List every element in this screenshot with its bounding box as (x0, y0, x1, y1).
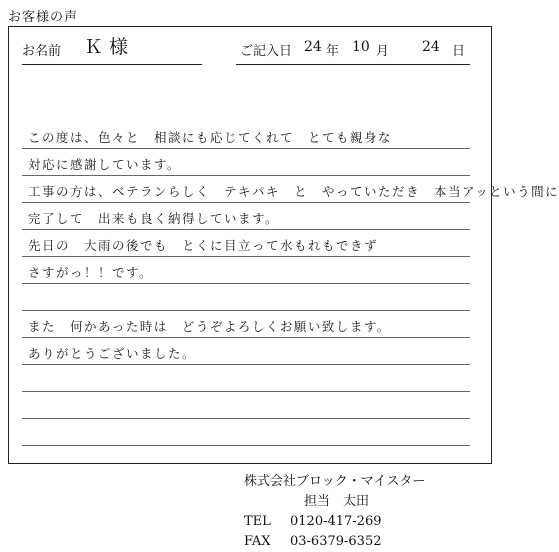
company-name: 株式会社ブロック・マイスター (244, 474, 426, 489)
ruled-line (22, 283, 470, 284)
comment-line: 対応に感謝しています。 (28, 157, 182, 172)
date-field (236, 36, 470, 65)
tel-label: TEL (244, 514, 271, 529)
ruled-line (22, 337, 470, 338)
fax-number: 03-6379-6352 (290, 534, 382, 549)
ruled-line (22, 202, 470, 203)
ruled-line (22, 391, 470, 392)
comment-line: この度は、色々と 相談にも応じてくれて とても親身な (28, 130, 393, 145)
ruled-line (22, 148, 470, 149)
date-day: 24 (422, 39, 440, 55)
tel-number: 0120-417-269 (290, 514, 382, 529)
name-field (22, 36, 202, 65)
date-label: ご記入日 (240, 44, 293, 59)
ruled-line (22, 364, 470, 365)
comment-line: また 何かあった時は どうぞよろしくお願い致します。 (28, 319, 391, 334)
month-unit: 月 (376, 44, 390, 59)
date-month: 10 (352, 39, 370, 55)
ruled-line (22, 229, 470, 230)
comment-line: さすがっ！！です。 (28, 265, 154, 280)
fax-row (244, 532, 425, 552)
comment-line: 完了して 出来も良く納得しています。 (28, 211, 280, 226)
contact-person: 担当 太田 (304, 494, 370, 509)
ruled-line (22, 256, 470, 257)
name-label: お名前 (22, 44, 62, 59)
ruled-line (22, 175, 470, 176)
ruled-line (22, 445, 470, 446)
comment-line: 工事の方は、ベテランらしく テキパキ と やっていただき 本当アッという間に (28, 184, 559, 199)
year-unit: 年 (326, 44, 340, 59)
customer-name: Ｋ 様 (84, 36, 129, 58)
page-title: お客様の声 (8, 10, 79, 25)
date-year: 24 (304, 39, 322, 55)
ruled-line (22, 310, 470, 311)
company-contact (244, 472, 425, 552)
tel-row (244, 512, 425, 532)
comment-line: ありがとうございました。 (28, 346, 197, 361)
comment-line: 先日の 大雨の後でも とくに目立って水もれもできず (28, 238, 379, 253)
fax-label: FAX (244, 534, 271, 549)
ruled-line (22, 418, 470, 419)
day-unit: 日 (452, 44, 466, 59)
